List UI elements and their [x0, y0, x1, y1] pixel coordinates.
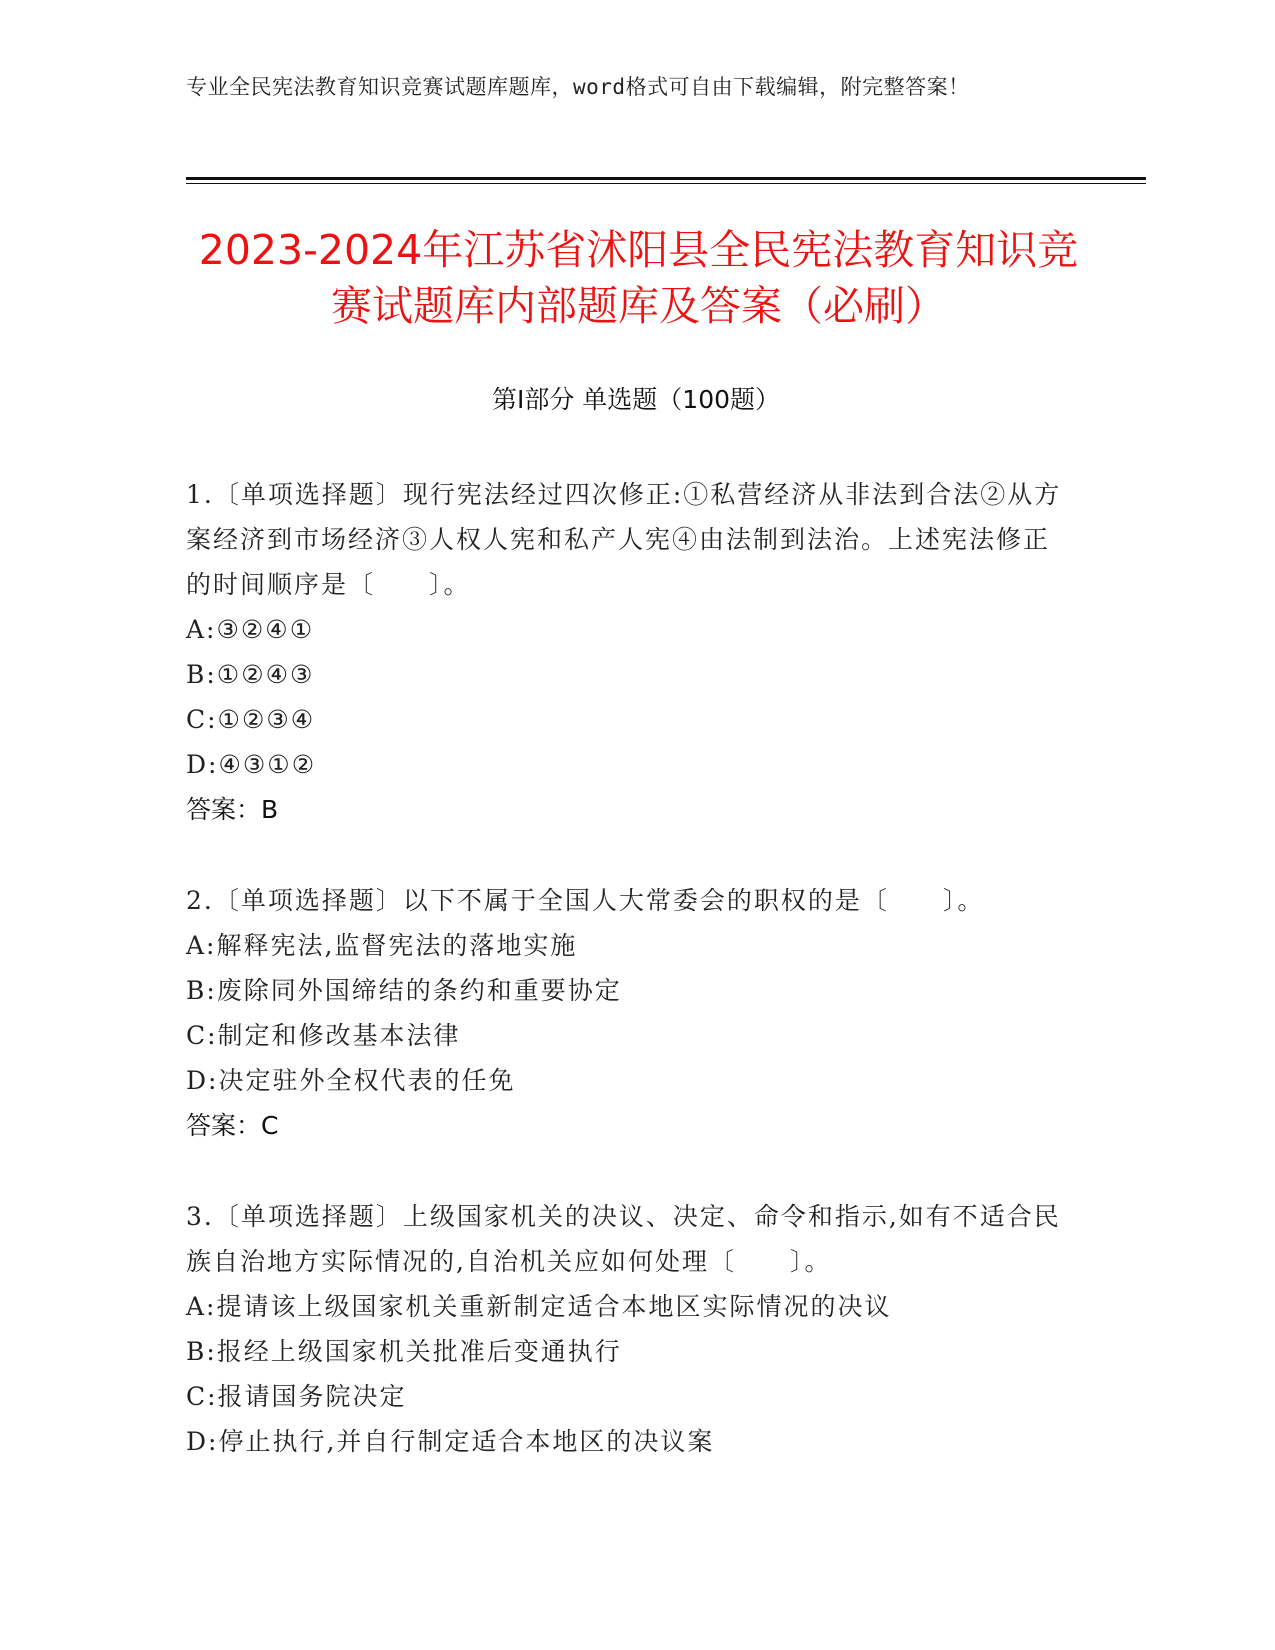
option-d: D:停止执行,并自行制定适合本地区的决议案 — [186, 1427, 715, 1456]
question-3 — [186, 1194, 1066, 1464]
option-c: C:制定和修改基本法律 — [186, 1021, 461, 1050]
option-a: A:提请该上级国家机关重新制定适合本地区实际情况的决议 — [186, 1292, 892, 1321]
answer-line: 答案：B — [186, 795, 279, 824]
question-1 — [186, 472, 1066, 832]
option-d: D:④③①② — [186, 750, 317, 779]
option-b: B:①②④③ — [186, 660, 315, 689]
option-c: C:报请国务院决定 — [186, 1382, 407, 1411]
question-text: 2.〔单项选择题〕以下不属于全国人大常委会的职权的是〔 〕。 — [186, 886, 985, 915]
option-a: A:解释宪法,监督宪法的落地实施 — [186, 931, 578, 960]
option-b: B:报经上级国家机关批准后变通执行 — [186, 1337, 622, 1366]
section-title: 第Ⅰ部分 单选题（100题） — [491, 385, 781, 414]
header-divider-thin — [186, 183, 1146, 184]
question-list — [186, 472, 1066, 1510]
option-d: D:决定驻外全权代表的任免 — [186, 1066, 516, 1095]
option-a: A:③②④① — [186, 615, 315, 644]
header-divider-thick — [186, 177, 1146, 180]
question-2 — [186, 878, 1066, 1148]
option-c: C:①②③④ — [186, 705, 316, 734]
question-text: 3.〔单项选择题〕上级国家机关的决议、决定、命令和指示,如有不适合民族自治地方实际情况的,自治机关应如何处理〔 〕。 — [186, 1202, 1061, 1276]
option-b: B:废除同外国缔结的条约和重要协定 — [186, 976, 622, 1005]
question-text: 1.〔单项选择题〕现行宪法经过四次修正:①私营经济从非法到合法②从方案经济到市场经济③人权人宪和私产人宪④由法制到法治。上述宪法修正的时间顺序是〔 〕。 — [186, 480, 1062, 599]
document-title: 2023-2024年江苏省沭阳县全民宪法教育知识竞赛试题库内部题库及答案（必刷） — [198, 226, 1079, 330]
header-note: 专业全民宪法教育知识竞赛试题库题库，word格式可自由下载编辑，附完整答案！ — [186, 75, 970, 99]
answer-line: 答案：C — [186, 1111, 279, 1140]
